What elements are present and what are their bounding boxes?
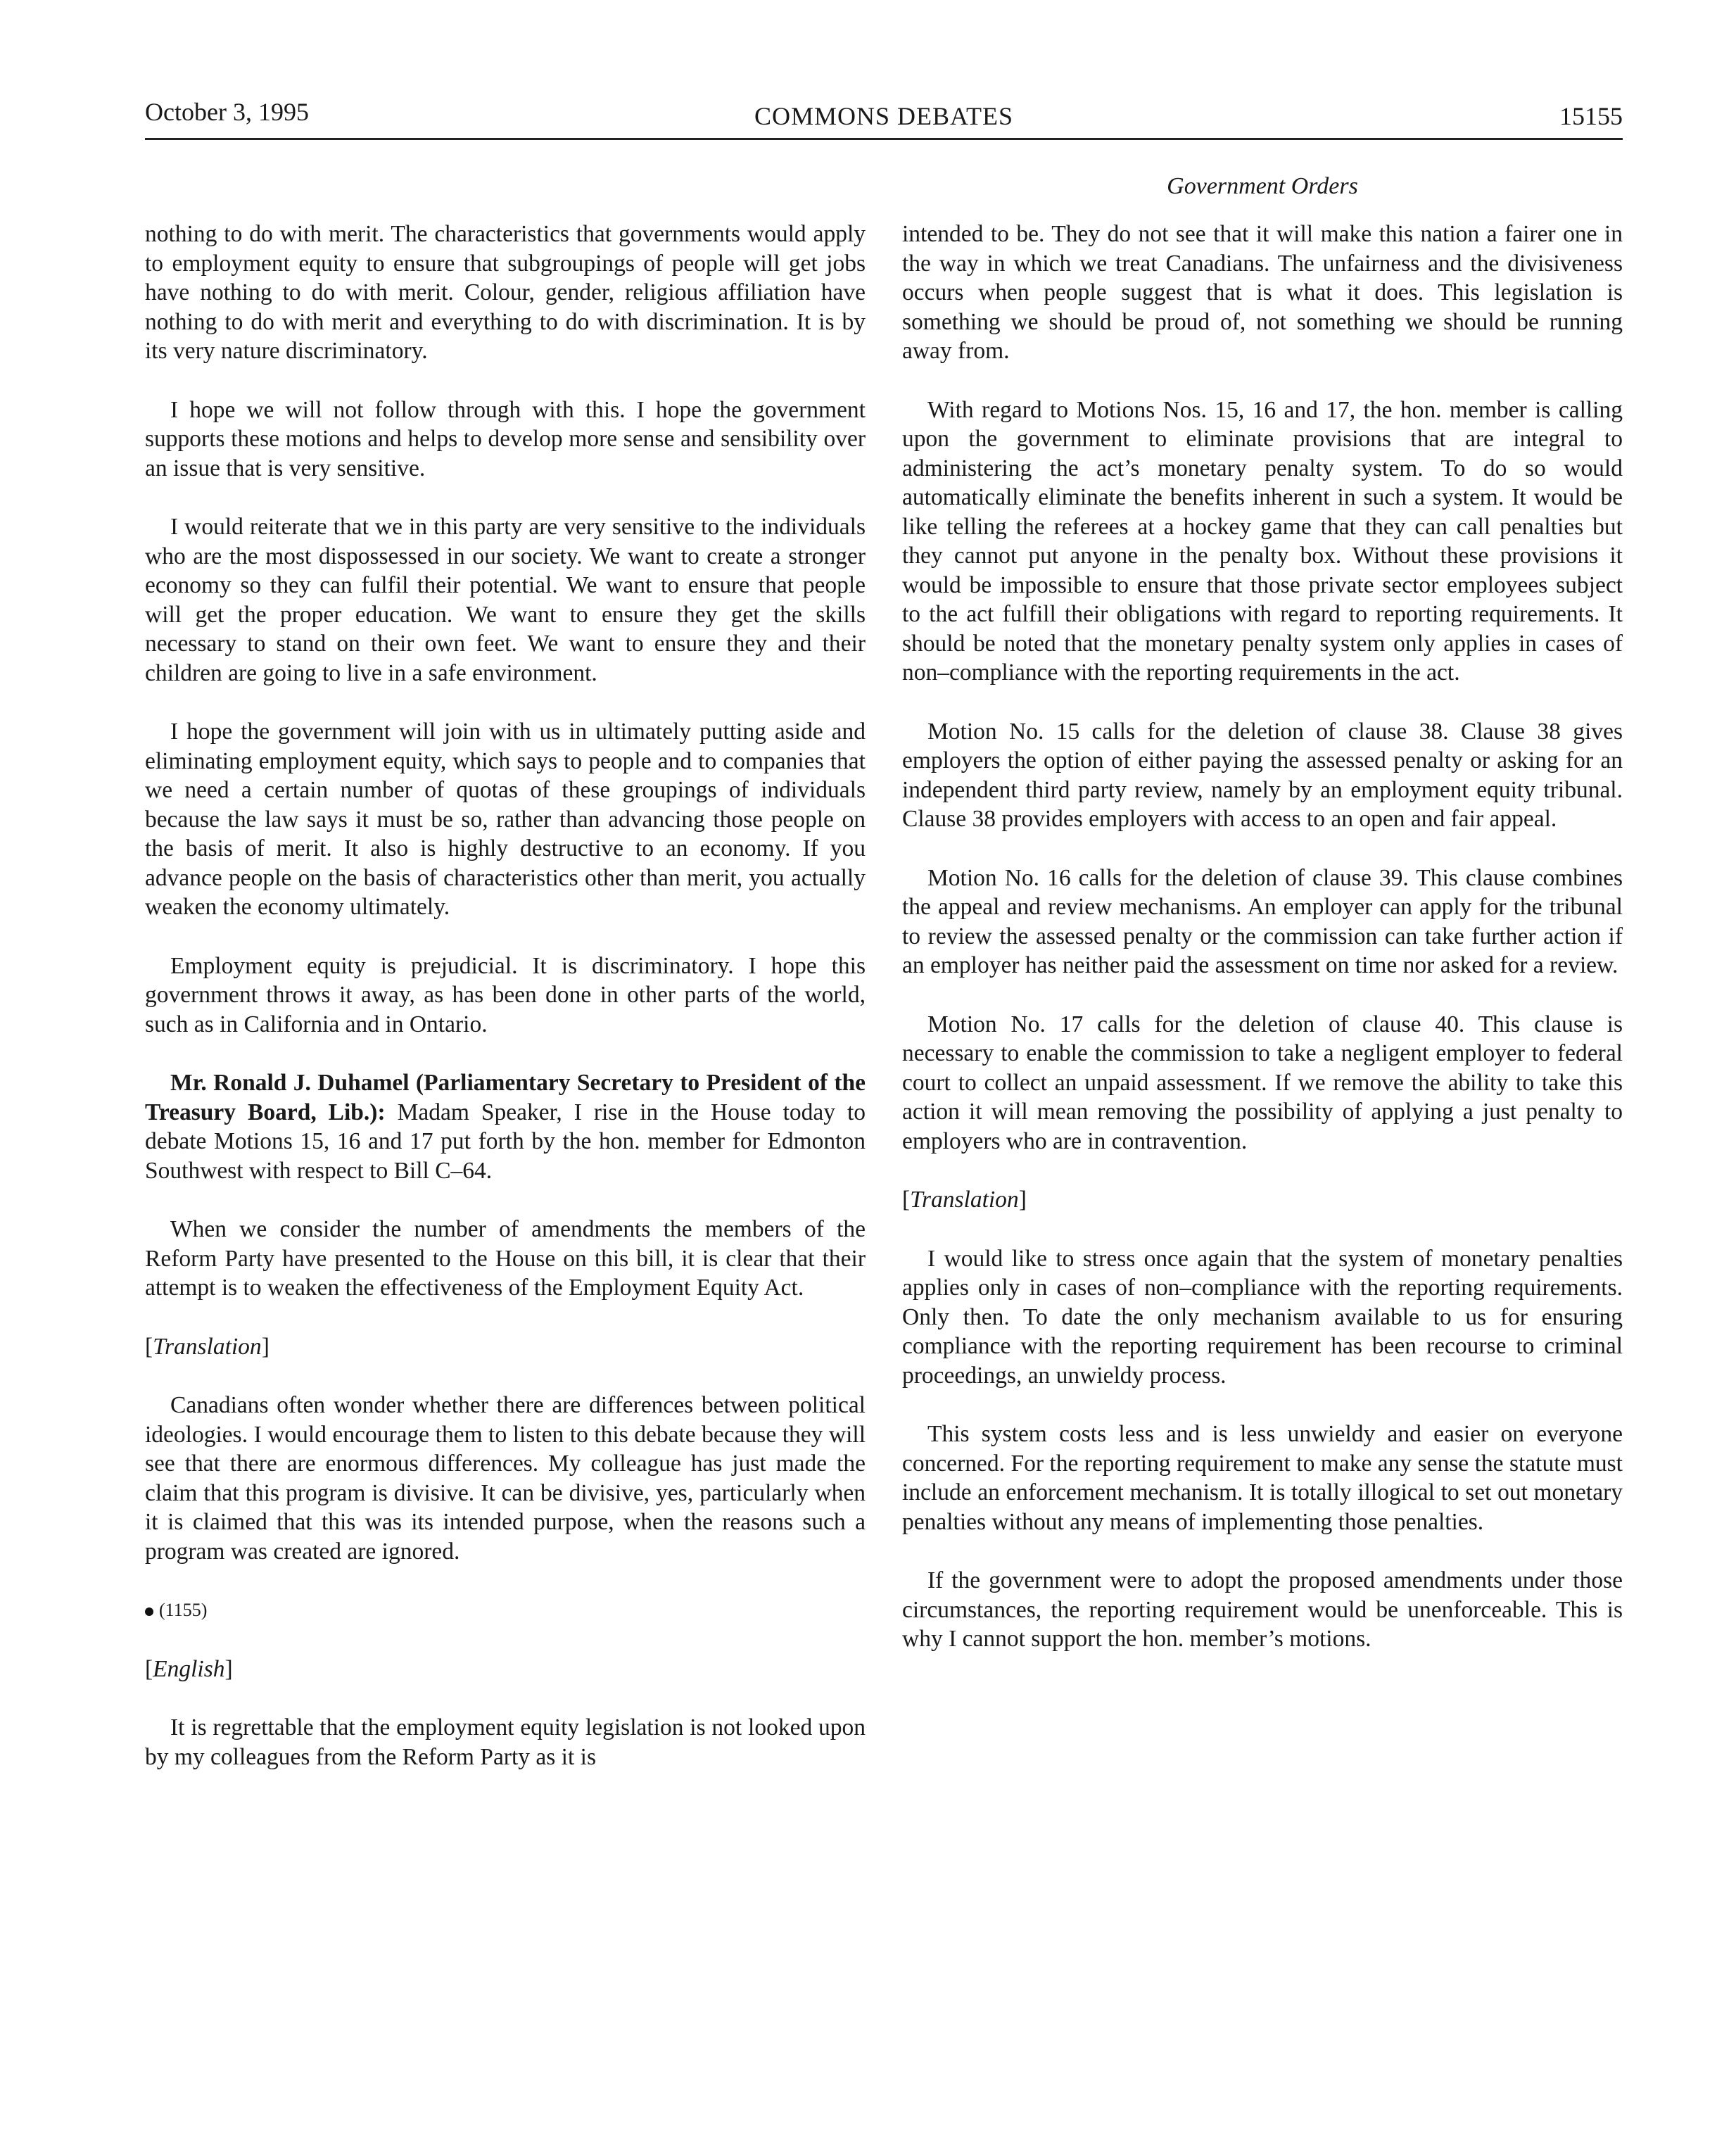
- paragraph: Motion No. 16 calls for the deletion of clause 39. This clause combines the appeal and review mechanisms. An employer can apply for the tribunal to review the assessed penalty or the commission can take further action if an employer has neither paid the assessment on time nor asked for a review.: [902, 864, 1623, 978]
- time-marker-text: (1155): [159, 1600, 208, 1620]
- english-label: English: [153, 1655, 225, 1682]
- speech-text: Madam Speaker, I rise in the House today to debate Motions 15, 16 and 17 put forth by the hon. member for Edmonton Southwest with respect to Bill C–64.: [145, 1099, 866, 1184]
- paragraph: With regard to Motions Nos. 15, 16 and 17, the hon. member is calling upon the government to eliminate provisions that are integral to administering the act’s monetary penalty system. To do so would automatically eliminate the benefits inherent in such a system. It would be like telling the referees at a hockey game that they can call penalties but they cannot put anyone in the penalty box. Without these provisions it would be impossible to ensure that those private sector employees subject to the act fulfill their obligations with regard to reporting requirements. It should be noted that the monetary penalty system only applies in cases of non–compliance with the reporting requirements in the act.: [902, 396, 1623, 686]
- header-page-number: 15155: [1559, 102, 1623, 130]
- translation-tag: [Translation]: [145, 1333, 270, 1360]
- english-tag: [English]: [145, 1655, 233, 1682]
- header-date: October 3, 1995: [145, 98, 309, 126]
- speaker-name: Mr. Ronald J. Duhamel (Parliamentary Secretary to President of the Treasury Board, Lib.):: [145, 1070, 866, 1125]
- paragraph: It is regrettable that the employment equity legislation is not looked upon by my colleagues from the Reform Party as it is: [145, 1714, 866, 1770]
- paragraph: Motion No. 15 calls for the deletion of clause 38. Clause 38 gives employers the option of either paying the assessed penalty or asking for an independent third party review, namely by an employment equity tribunal. Clause 38 provides employers with access to an open and fair appeal.: [902, 718, 1623, 832]
- paragraph: I hope we will not follow through with this. I hope the government supports these motions and helps to develop more sense and sensibility over an issue that is very sensitive.: [145, 396, 866, 481]
- translation-label: Translation: [153, 1333, 262, 1360]
- paragraph: Canadians often wonder whether there are differences between political ideologies. I would encourage them to listen to this debate because they will see that there are enormous differences. My colleague has just made the claim that this program is divisive. It can be divisive, yes, particularly when it is claimed that this was its intended purpose, when the reasons such a program was created are ignored.: [145, 1392, 866, 1565]
- page-header: [145, 93, 1623, 132]
- paragraph: This system costs less and is less unwieldy and easier on everyone concerned. For the reporting requirement to make any sense the statute must include an enforcement mechanism. It is totally illogical to set out monetary penalties without any means of implementing those penalties.: [902, 1421, 1623, 1535]
- header-rule: [145, 138, 1623, 140]
- paragraph: nothing to do with merit. The characteristics that governments would apply to employment equity to ensure that subgroupings of people will get jobs have nothing to do with merit. Colour, gender, religious affiliation have nothing to do with merit and everything to do with discrimination. It is by its very nature discriminatory.: [145, 221, 866, 364]
- section-heading: Government Orders: [1167, 173, 1358, 199]
- speaker-paragraph: [145, 1068, 866, 1185]
- paragraph: Motion No. 17 calls for the deletion of clause 40. This clause is necessary to enable the commission to take a negligent employer to federal court to collect an unpaid assessment. If we remove the ability to take this action it will mean removing the possibility of applying a just penalty to employers who are in contravention.: [902, 1011, 1623, 1154]
- left-column: [145, 220, 866, 1801]
- translation-label: Translation: [910, 1187, 1019, 1213]
- paragraph: intended to be. They do not see that it will make this nation a fairer one in the way in which we treat Canadians. The unfairness and the divisiveness occurs when people suggest that is what it does. This legislation is something we should be proud of, not something we should be running away from.: [902, 221, 1623, 364]
- time-marker: [145, 1596, 866, 1625]
- right-column: [902, 220, 1623, 1683]
- bullet-icon: [145, 1607, 153, 1616]
- paragraph: When we consider the number of amendments the members of the Reform Party have presented to the House on this bill, it is clear that their attempt is to weaken the effectiveness of the Employment Equity Act.: [145, 1216, 866, 1301]
- header-title: COMMONS DEBATES: [754, 102, 1014, 130]
- paragraph: I would reiterate that we in this party are very sensitive to the individuals who are the most dispossessed in our society. We want to create a stronger economy so they can fulfil their potential. We want to ensure that people will get the proper education. We want to ensure they get the skills necessary to stand on their own feet. We want to ensure they and their children are going to live in a safe environment.: [145, 514, 866, 686]
- paragraph: I would like to stress once again that the system of monetary penalties applies only in cases of non–compliance with the reporting requirements. Only then. To date the only mechanism available to us for ensuring compliance with the reporting requirement has been recourse to criminal proceedings, an unwieldy process.: [902, 1245, 1623, 1389]
- paragraph: I hope the government will join with us in ultimately putting aside and eliminating employment equity, which says to people and to companies that we need a certain number of quotas of these groupings of individuals because the law says it must be so, rather than advancing those people on the basis of merit. It also is highly destructive to an economy. If you advance people on the basis of characteristics other than merit, you actually weaken the economy ultimately.: [145, 719, 866, 920]
- paragraph: Employment equity is prejudicial. It is discriminatory. I hope this government throws it away, as has been done in other parts of the world, such as in California and in Ontario.: [145, 952, 866, 1037]
- translation-tag: [Translation]: [902, 1187, 1027, 1213]
- paragraph: If the government were to adopt the proposed amendments under those circumstances, the reporting requirement would be unenforceable. This is why I cannot support the hon. member’s motions.: [902, 1567, 1623, 1652]
